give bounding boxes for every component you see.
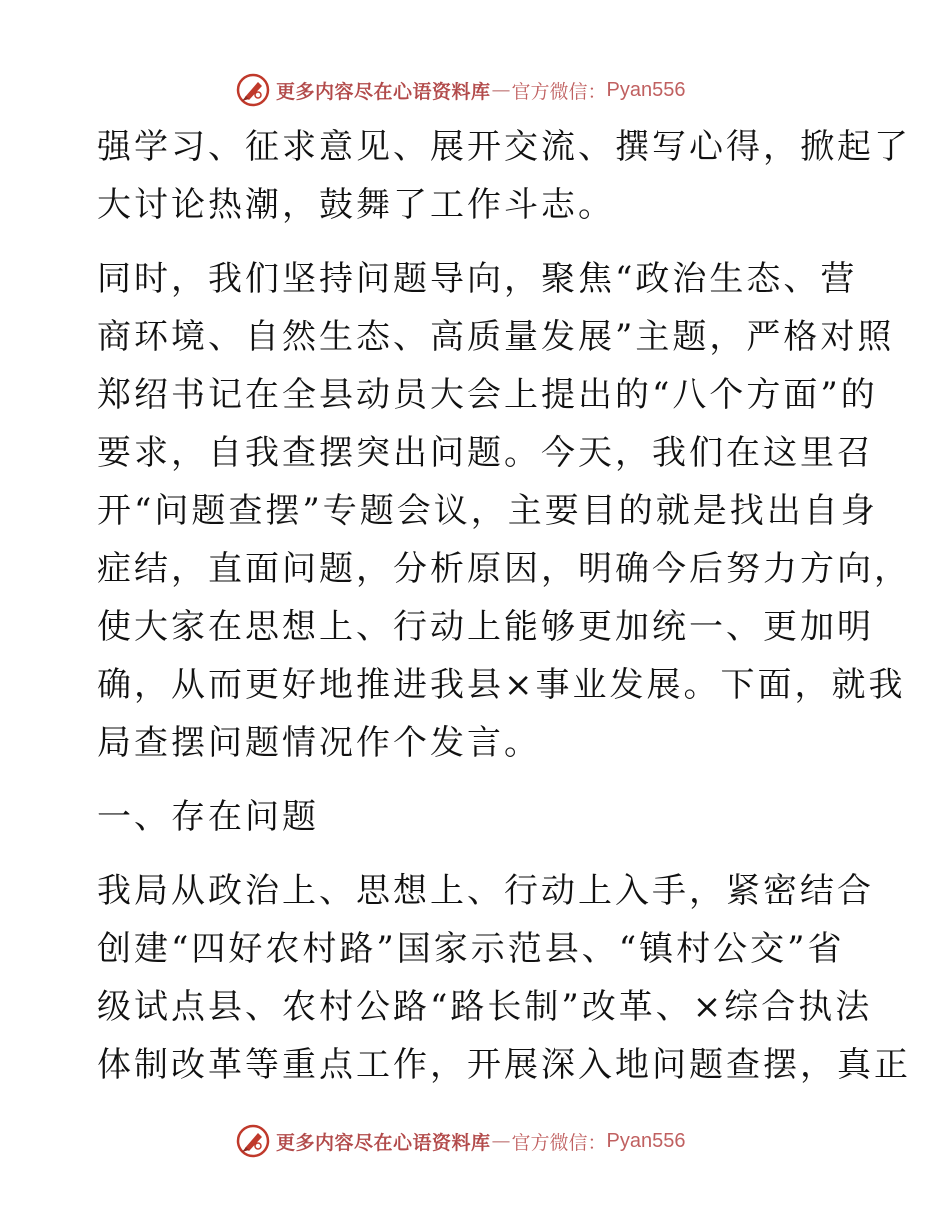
body-line: 同时，我们坚持问题导向，聚焦“政治生态、营 <box>97 259 858 299</box>
body-line: 开“问题查摆”专题会议，主要目的就是找出自身 <box>97 491 878 531</box>
body-line: 我局从政治上、思想上、行动上入手，紧密结合 <box>97 871 874 911</box>
body-line: 强学习、征求意见、展开交流、撰写心得，掀起了 <box>97 127 911 167</box>
body-line: 创建“四好农村路”国家示范县、“镇村公交”省 <box>97 929 845 969</box>
body-line: 症结，直面问题，分析原因，明确今后努力方向， <box>97 549 911 589</box>
watermark-wechat-id: Pyan556 <box>606 1129 686 1152</box>
watermark-wechat-label: 官方微信： <box>511 1131 607 1154</box>
logo-icon <box>236 1124 270 1158</box>
body-line: 使大家在思想上、行动上能够更加统一、更加明 <box>97 607 874 647</box>
logo-icon <box>236 73 270 107</box>
body-line: 级试点县、农村公路“路长制”改革、×综合执法 <box>97 987 873 1027</box>
footer-watermark <box>236 1124 686 1158</box>
watermark-wechat-label: 官方微信： <box>511 80 607 103</box>
watermark-dash: — <box>491 1130 511 1152</box>
body-line: 局查摆问题情况作个发言。 <box>97 723 541 763</box>
body-line: 大讨论热潮，鼓舞了工作斗志。 <box>97 185 615 225</box>
header-watermark <box>236 73 686 107</box>
watermark-main-text: 更多内容尽在心语资料库 <box>276 80 491 103</box>
body-line: 体制改革等重点工作，开展深入地问题查摆，真正 <box>97 1045 911 1085</box>
body-line: 要求，自我查摆突出问题。今天，我们在这里召 <box>97 433 874 473</box>
body-line: 确，从而更好地推进我县×事业发展。下面，就我 <box>97 665 906 705</box>
body-line: 商环境、自然生态、高质量发展”主题，严格对照 <box>97 317 895 357</box>
watermark-dash: — <box>491 79 511 101</box>
body-line: 郑绍书记在全县动员大会上提出的“八个方面”的 <box>97 375 878 415</box>
section-heading: 一、存在问题 <box>97 797 319 837</box>
watermark-wechat-id: Pyan556 <box>606 78 686 101</box>
watermark-main-text: 更多内容尽在心语资料库 <box>276 1131 491 1154</box>
